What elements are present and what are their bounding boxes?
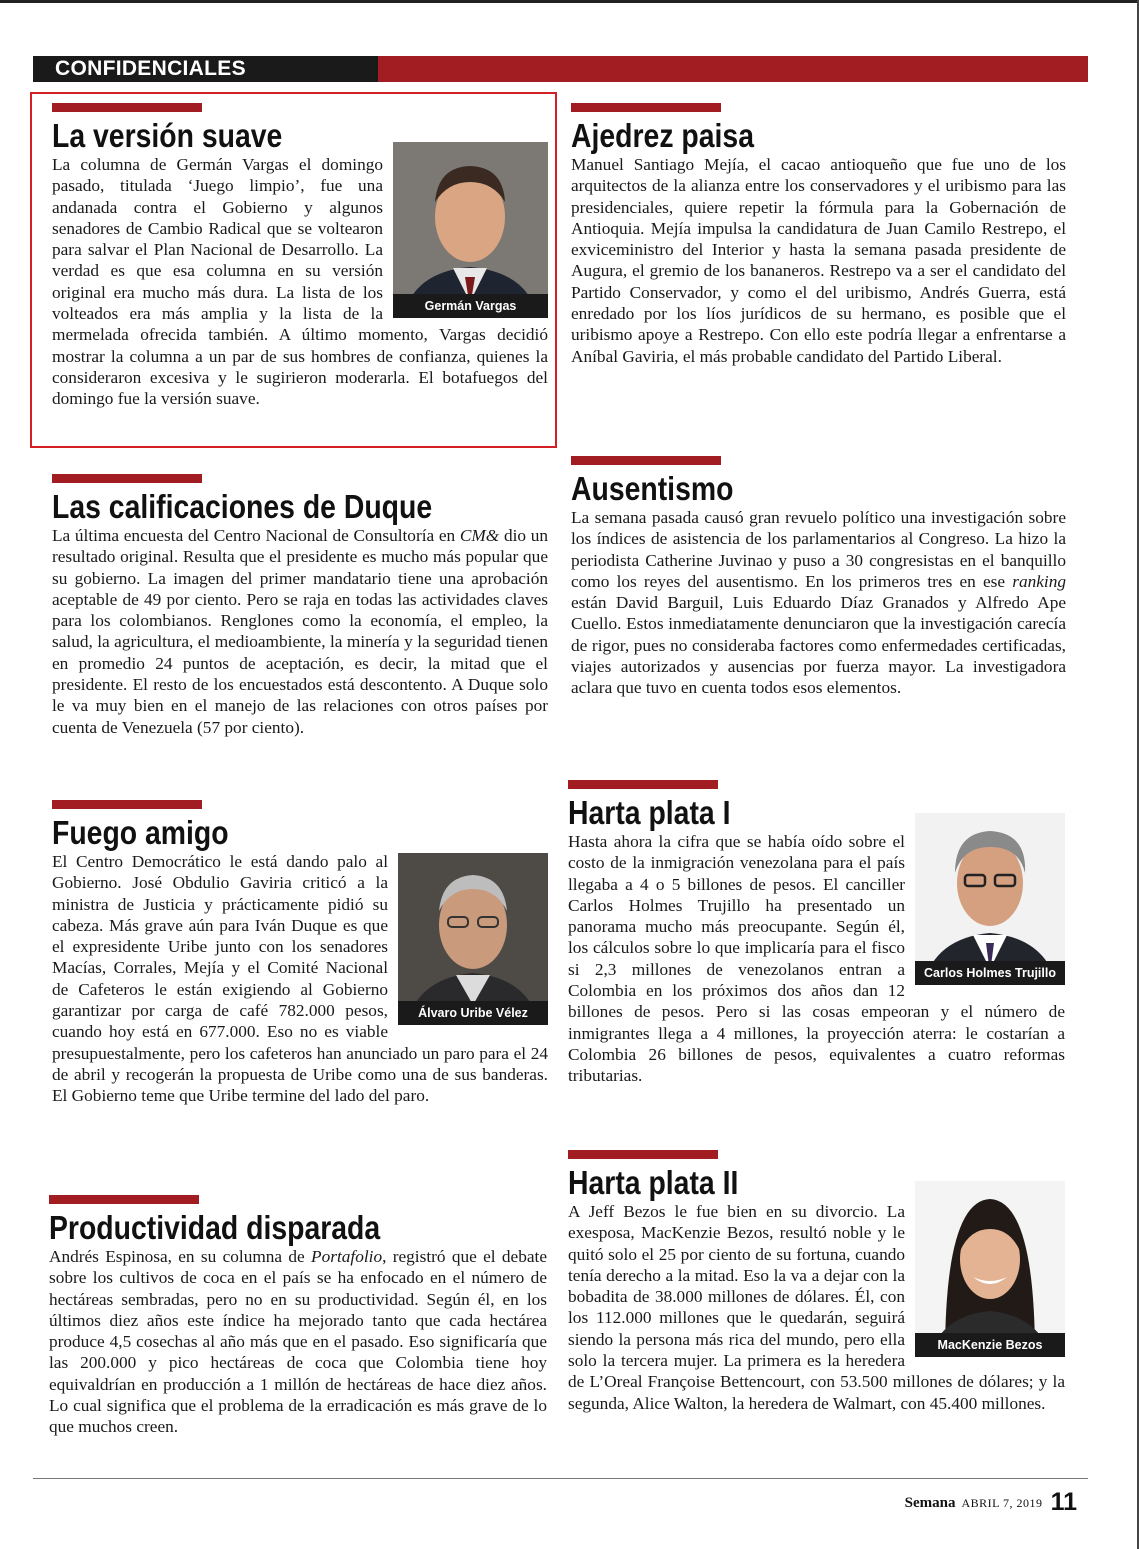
article-body: Andrés Espinosa, en su columna de Portafolio, registró que el debate sobre los cultivos de coca en el país se ha enfocado en el número de hectáreas sembradas, pero no en su productividad. Según él, en los últimos diez años este índice ha mejorado tanto que cada hectárea produce 4,5 cosechas al año más que en el pasado. Eso significaría que las 200.000 y pico hectáreas de coca que Colombia tiene hoy equivaldrían en producción a 1 millón de hectáreas de hace diez años. Lo cual significa que el problema de la erradicación es más grave de lo que muchos creen. xyxy=(49,1247,547,1437)
page-footer xyxy=(905,1488,1077,1517)
headline: Harta plata II xyxy=(568,1164,739,1201)
headline: Las calificaciones de Duque xyxy=(52,488,433,525)
photo-alvaro-uribe xyxy=(398,853,548,1025)
highlight-box xyxy=(30,92,557,448)
photo-carlos-holmes-trujillo xyxy=(915,813,1065,985)
footer-magazine: Semana xyxy=(904,1495,956,1511)
article-productividad-disparada xyxy=(49,1195,547,1438)
top-border xyxy=(0,0,1139,3)
photo-caption: MacKenzie Bezos xyxy=(915,1333,1065,1357)
article-body: El Centro Democrático le está dando palo al Gobierno. José Obdulio Gaviria criticó a la ministra de Justicia y prácticamente pidió su cabeza. Más grave aún para Iván Duque es que el expresidente Uribe junto con los senadores Macías, Corrales, Mejía y el Comité Nacional de Cafeteros le están exigiendo al Gobierno garantizar por carga de café 782.000 pesos, cuando hoy está en 677.000. Eso no es viable presupuestalmente, pero los cafeteros han anunciado un paro para el 24 de abril y recogerán la propuesta de Uribe como una de sus banderas. El Gobierno teme que Uribe termine del lado del paro. xyxy=(52,852,548,1106)
headline: Ausentismo xyxy=(571,470,734,507)
photo-mackenzie-bezos xyxy=(915,1181,1065,1357)
article-body: Manuel Santiago Mejía, el cacao antioqueño que fue uno de los arquitectos de la alianza entre los conservadores y el uribismo para las presidenciales, quiere repetir la fórmula para la Gobernación de Antioquia. Mejía impulsa la candidatura de Juan Camilo Restrepo, el exviceministro del Interior y hasta la semana pasada presidente de Augura, el gremio de los bananeros. Restrepo va a ser el candidato del Partido Conservador, y como el del uribismo, Andrés Guerra, está enredado por los líos jurídicos de su hermano, es posible que el uribismo apoye a Restrepo. Con ello este podría llegar a enfrentarse a Aníbal Gaviria, el más probable candidato del Partido Liberal. xyxy=(571,155,1066,366)
article-body: La columna de Germán Vargas el domingo pasado, titulada ‘Juego limpio’, fue una andanada contra el Gobierno y algunos senadores de Cambio Radical que se voltearon para salvar el Plan Nacional de Desarrollo. La verdad es que esa columna en su versión original era mucho más dura. La lista de los volteados era más amplia y la lista de la mermelada ofrecida también. A último momento, Vargas decidió mostrar la columna a un par de sus hombres de confianza, quienes la consideraron excesiva y le sugirieron moderarla. El botafuegos del domingo fue la versión suave. xyxy=(52,155,548,409)
article-harta-plata-2 xyxy=(568,1150,1065,1414)
headline: La versión suave xyxy=(52,117,283,154)
article-body: La semana pasada causó gran revuelo político una investigación sobre los índices de asistencia de los parlamentarios al Congreso. La hizo la periodista Catherine Juvinao y puso a 30 congresistas en el banquillo como los reyes del ausentismo. En los primeros tres en ese ranking están David Barguil, Luis Eduardo Díaz Granados y Alfredo Ape Cuello. Estos inmediatamente denunciaron que la investigación carecía de rigor, pues no consideraba factores como enfermedades certificadas, viajes autorizados y ausencias por fuerza mayor. La investigadora aclara que tuvo en cuenta todos esos elementos. xyxy=(571,508,1066,698)
article-harta-plata-1 xyxy=(568,780,1065,1087)
article-body: La última encuesta del Centro Nacional de Consultoría en CM& dio un resultado original. Resulta que el presidente es mucho más popular que su gobierno. La imagen del primer mandatario tiene una aprobación aceptable de 49 por ciento. Pero se raja en todas las actividades claves para los colombianos. Renglones como la economía, el empleo, la salud, la agricultura, el medioambiente, la minería y la seguridad tienen en promedio 24 puntos de aceptación, es decir, la mitad que el presidente. El resto de los encuestados está descontento. A Duque solo le va muy bien en el manejo de las relaciones con otros países por cuenta de Venezuela (57 por ciento). xyxy=(52,526,548,737)
article-ajedrez-paisa xyxy=(571,103,1066,367)
article-calificaciones-duque xyxy=(52,474,548,738)
headline-bar xyxy=(49,1195,199,1204)
article-ausentismo xyxy=(571,456,1066,699)
article-fuego-amigo xyxy=(52,800,548,1107)
headline: Fuego amigo xyxy=(52,814,229,851)
headline-bar xyxy=(571,456,721,465)
article-body: A Jeff Bezos le fue bien en su divorcio. La exesposa, MacKenzie Bezos, resultó noble y le quitó solo el 25 por ciento de su fortuna, cuando tenía derecho a la mitad. Eso la va a dejar con la bobadita de 38.000 millones de dólares. Él, con los 112.000 millones que le quedarán, seguirá siendo la persona más rica del mundo, pero ella solo la tercera mujer. La primera es la heredera de L’Oreal Françoise Bettencourt, con 53.500 millones de dólares; y la segunda, Alice Walton, la heredera de Walmart, con 45.400 millones. xyxy=(568,1202,1065,1413)
photo-caption: Germán Vargas xyxy=(393,294,548,318)
headline: Productividad disparada xyxy=(49,1209,381,1246)
section-header-label: CONFIDENCIALES xyxy=(33,56,378,82)
article-body: Hasta ahora la cifra que se había oído sobre el costo de la inmigración venezolana para el país llegaba a 4 o 5 billones de pesos. El canciller Carlos Holmes Trujillo ha presentado un panorama mucho más preocupante. Según él, los cálculos sobre lo que implicaría para el fisco si 2,3 millones de venezolanos entran a Colombia en los próximos dos años dan 12 billones de pesos. Pero si las cosas empeoran y el número de inmigrantes llega a 4 millones, la proyección aterra: le costarían a Colombia 26 billones de pesos, equivalentes a cuatro reformas tributarias. xyxy=(568,832,1065,1086)
footer-date: ABRIL 7, 2019 xyxy=(961,1496,1043,1510)
headline-bar xyxy=(568,780,718,789)
headline-bar xyxy=(52,800,202,809)
headline: Ajedrez paisa xyxy=(571,117,754,154)
photo-caption: Álvaro Uribe Vélez xyxy=(398,1001,548,1025)
headline-bar xyxy=(52,474,202,483)
bottom-rule xyxy=(33,1478,1088,1479)
photo-caption: Carlos Holmes Trujillo xyxy=(915,961,1065,985)
headline: Harta plata I xyxy=(568,794,731,831)
portrait-image xyxy=(915,1181,1065,1357)
headline-bar xyxy=(568,1150,718,1159)
portrait-image xyxy=(915,813,1065,985)
headline-bar xyxy=(571,103,721,112)
footer-page-number: 11 xyxy=(1050,1488,1077,1516)
portrait-image xyxy=(398,853,548,1025)
